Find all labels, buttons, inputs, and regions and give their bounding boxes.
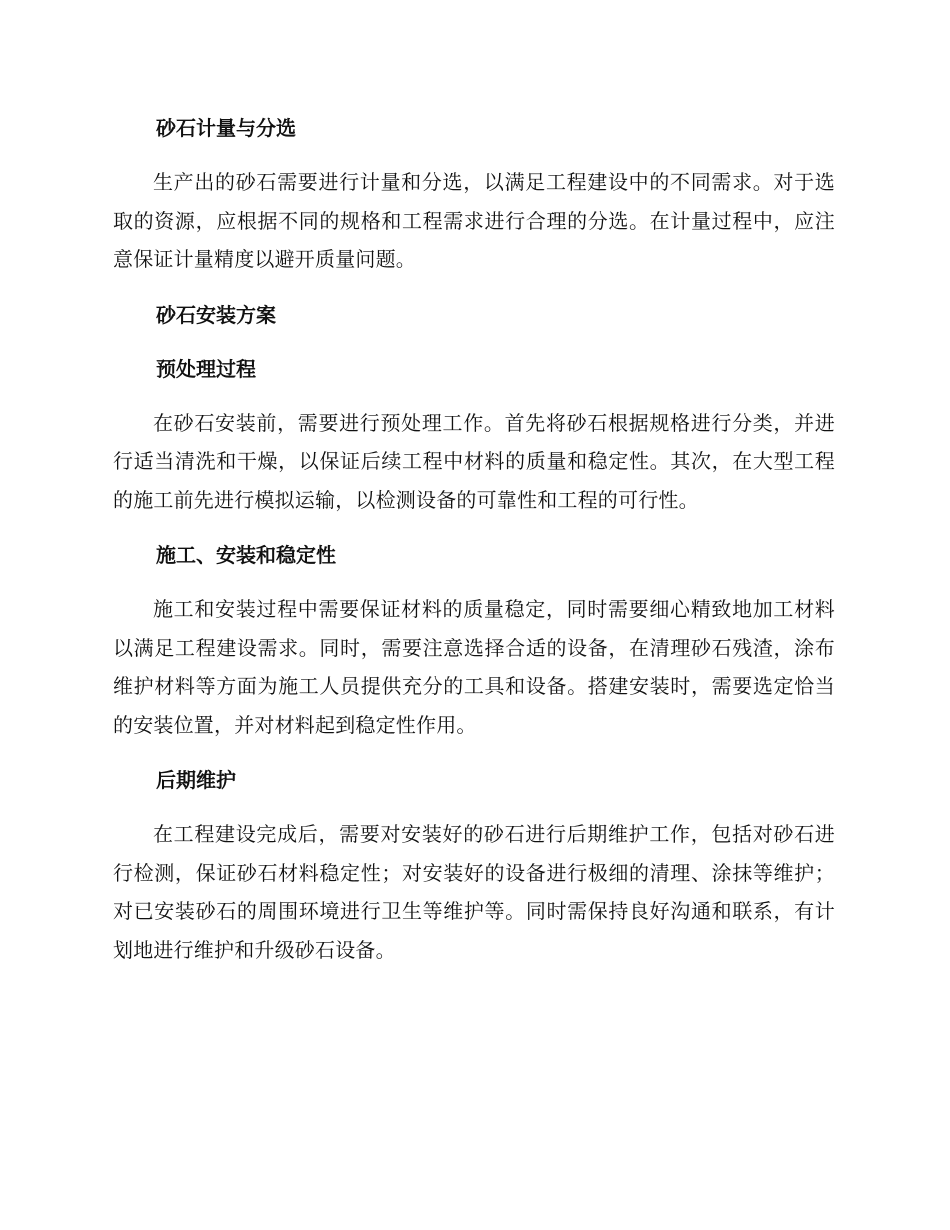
- spacer: [113, 279, 835, 296]
- section-paragraph-construction-stability: 施工和安装过程中需要保证材料的质量稳定，同时需要细心精致地加工材料以满足工程建设需求。同时，需要注意选择合适的设备，在清理砂石残渣，涂布维护材料等方面为施工人员提供充分的工具和设备。搭建安装时，需要选定恰当的安装位置，并对材料起到稳定性作用。: [113, 597, 835, 737]
- section-heading-installation-plan: 砂石安装方案: [156, 302, 276, 327]
- spacer: [113, 147, 835, 163]
- section-heading-maintenance: 后期维护: [156, 768, 236, 792]
- section-heading-sand-measuring: 砂石计量与分选: [156, 116, 296, 140]
- spacer: [113, 334, 835, 350]
- section-heading-pretreatment: 预处理过程: [156, 356, 256, 381]
- spacer: [113, 519, 835, 536]
- section-paragraph-pretreatment: 在砂石安装前，需要进行预处理工作。首先将砂石根据规格进行分类，并进行适当清洗和干燥，以保证后续工程中材料的质量和稳定性。其次，在大型工程的施工前先进行模拟运输，以检测设备的可靠性和工程的可行性。: [113, 410, 835, 512]
- spacer: [113, 799, 835, 815]
- section-heading-construction-stability: 施工、安装和稳定性: [156, 543, 336, 567]
- spacer: [113, 744, 835, 761]
- spacer: [113, 574, 835, 590]
- spacer: [113, 388, 835, 404]
- section-paragraph-maintenance: 在工程建设完成后，需要对安装好的砂石进行后期维护工作，包括对砂石进行检测，保证砂石材料稳定性；对安装好的设备进行极细的清理、涂抹等维护；对已安装砂石的周围环境进行卫生等维护等。同时需保持良好沟通和联系，有计划地进行维护和升级砂石设备。: [113, 822, 835, 962]
- document-body: [113, 109, 835, 969]
- section-paragraph-sand-measuring: 生产出的砂石需要进行计量和分选，以满足工程建设中的不同需求。对于选取的资源，应根据不同的规格和工程需求进行合理的分选。在计量过程中，应注意保证计量精度以避开质量问题。: [113, 170, 835, 271]
